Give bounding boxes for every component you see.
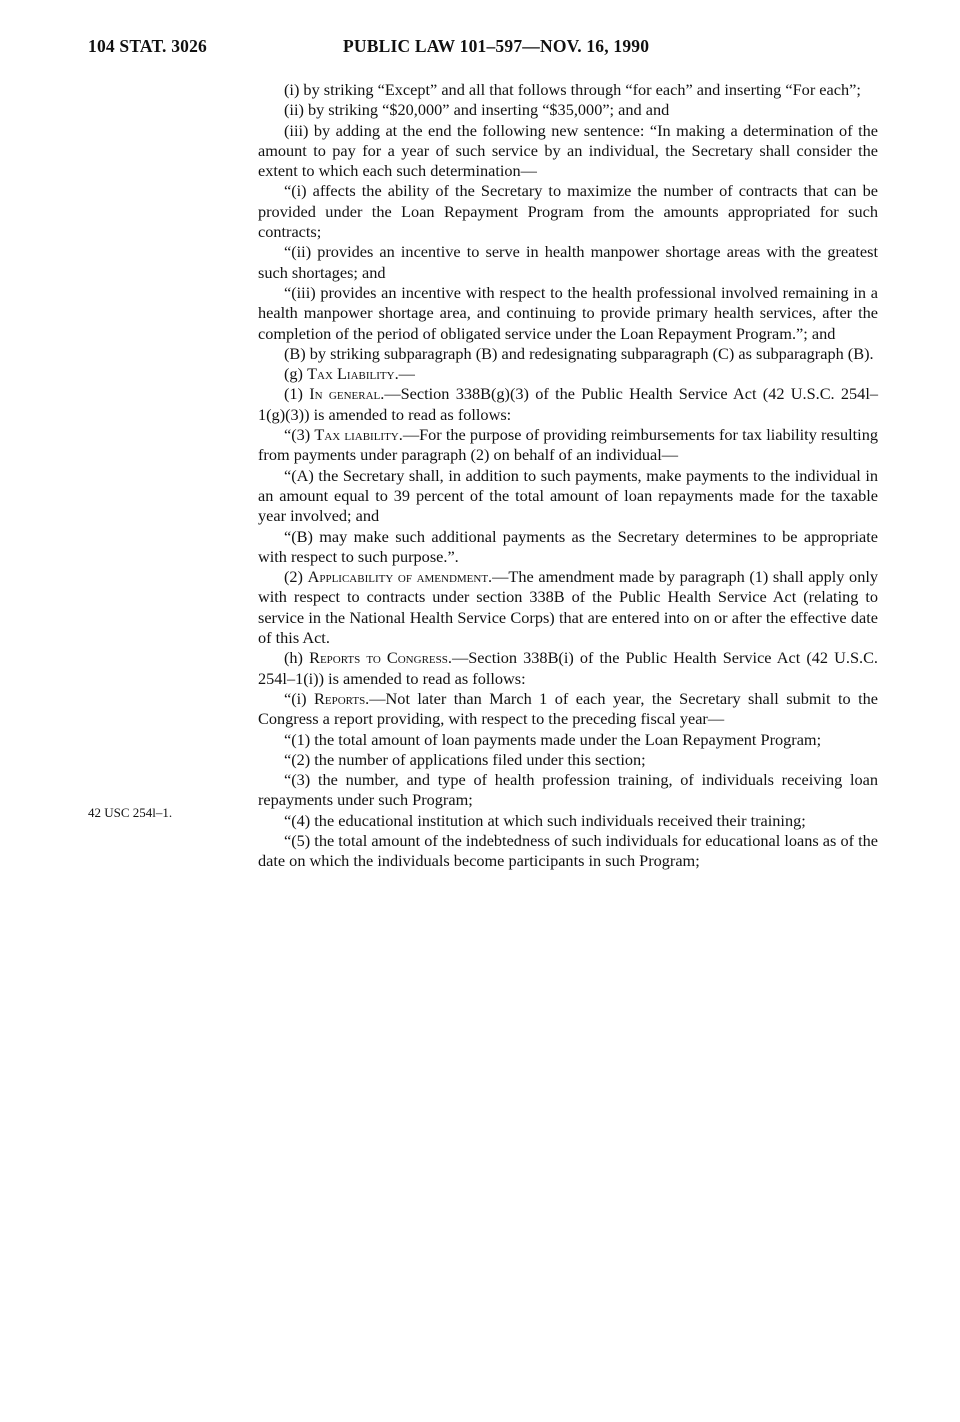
paragraph-i-striking-except: (i) by striking “Except” and all that follows through “for each” and inserting “For each”; (284, 80, 861, 99)
paragraph-3-title: Tax liability. (314, 425, 403, 445)
paragraph-ii-striking-amount: (ii) by striking “$20,000” and inserting “$35,000”; and and (284, 100, 670, 120)
paragraph-2-applicability (258, 567, 878, 648)
subsection-g-heading (258, 364, 878, 384)
paragraph-b-striking-subparagraph: (B) by striking subparagraph (B) and redesignating subparagraph (C) as subparagraph (B). (284, 343, 874, 363)
paragraph-iii-adding-sentence: (iii) by adding at the end the following new sentence: “In making a determination of the amount to pay for a year of such service by an individual, the Secretary shall consider the extent to which each such determination— (258, 120, 878, 181)
paragraph-1-title: In general. (309, 384, 385, 404)
paragraph-2-title: Applicability of amendment. (307, 567, 493, 587)
margin-note-usc-citation: 42 USC 254l–1. (88, 805, 173, 820)
paragraph-5-total-indebtedness: “(5) the total amount of the indebtedness of such individuals for educational loans as of the date on which the individuals become participants in such Program; (258, 830, 878, 871)
paragraph-3-number-type-training: “(3) the number, and type of health profession training, of individuals receiving loan repayments under such Program; (258, 770, 878, 810)
paragraph-1-lead: (1) (284, 384, 310, 404)
paragraph-i-affects-ability: “(i) affects the ability of the Secretary to maximize the number of contracts that can be provided under the Loan Repayment Program from the amounts appropriated for such contracts; (258, 181, 878, 242)
paragraph-1-body: —Section 338B(g)(3) of the Public Health Service Act (42 U.S.C. 254l–1(g)(3)) is amended to read as follows: (258, 384, 878, 424)
paragraph-b-additional-payments: “(B) may make such additional payments as the Secretary determines to be appropriate with respect to such purpose.”. (258, 526, 878, 566)
paragraph-2-body: —The amendment made by paragraph (1) shall apply only with respect to contracts under section 338B of the Public Health Service Act (relating to service in the National Health Service Corps) that are entered into on or after the effective date of this Act. (258, 567, 878, 648)
page-statute-number: 104 STAT. 3026 (88, 36, 207, 56)
paragraph-i-title: Reports. (314, 688, 370, 708)
paragraph-ii-incentive-serve: “(ii) provides an incentive to serve in health manpower shortage areas with the greatest such shortages; and (258, 242, 878, 282)
body-column (258, 80, 878, 872)
running-head (88, 36, 878, 60)
page-title: PUBLIC LAW 101–597—NOV. 16, 1990 (343, 36, 650, 56)
paragraph-3-tax-liability (258, 425, 878, 466)
subsection-g-dash: — (398, 364, 415, 384)
paragraph-i-reports-quote (258, 689, 878, 730)
paragraph-2-lead: (2) (284, 567, 308, 587)
paragraph-3-body: —For the purpose of providing reimbursements for tax liability resulting from payments under paragraph (2) on behalf of an individual— (258, 425, 878, 465)
paragraph-i-lead: “(i) (284, 688, 315, 708)
paragraph-3-lead: “(3) (284, 425, 315, 445)
subsection-g-title: Tax Liability. (307, 364, 399, 384)
subsection-h-body: —Section 338B(i) of the Public Health Service Act (42 U.S.C. 254l–1(i)) is amended to read as follows: (258, 648, 878, 688)
subsection-h-lead: (h) (284, 648, 310, 668)
subsection-h-reports-to-congress (258, 648, 878, 689)
subsection-g-lead: (g) (284, 364, 308, 384)
paragraph-iii-incentive-remaining: “(iii) provides an incentive with respect to the health professional involved remaining in a health manpower shortage area, and continuing to provide primary health services, after the completion of the period of obligated service under the Loan Repayment Program.”; and (258, 282, 878, 343)
paragraph-1-in-general (258, 384, 878, 425)
paragraph-2-number-applications: “(2) the number of applications filed under this section; (284, 749, 646, 769)
subsection-h-title: Reports to Congress. (309, 648, 452, 668)
paragraph-4-educational-institution: “(4) the educational institution at which such individuals received their training; (284, 810, 806, 830)
paragraph-1-total-loan-payments: “(1) the total amount of loan payments made under the Loan Repayment Program; (284, 729, 822, 749)
paragraph-a-secretary-payments: “(A) the Secretary shall, in addition to such payments, make payments to the individual in an amount equal to 39 percent of the total amount of loan repayments made for the taxable year involved; and (258, 465, 878, 526)
paragraph-i-body: —Not later than March 1 of each year, the Secretary shall submit to the Congress a report providing, with respect to the preceding fiscal year— (258, 688, 878, 729)
